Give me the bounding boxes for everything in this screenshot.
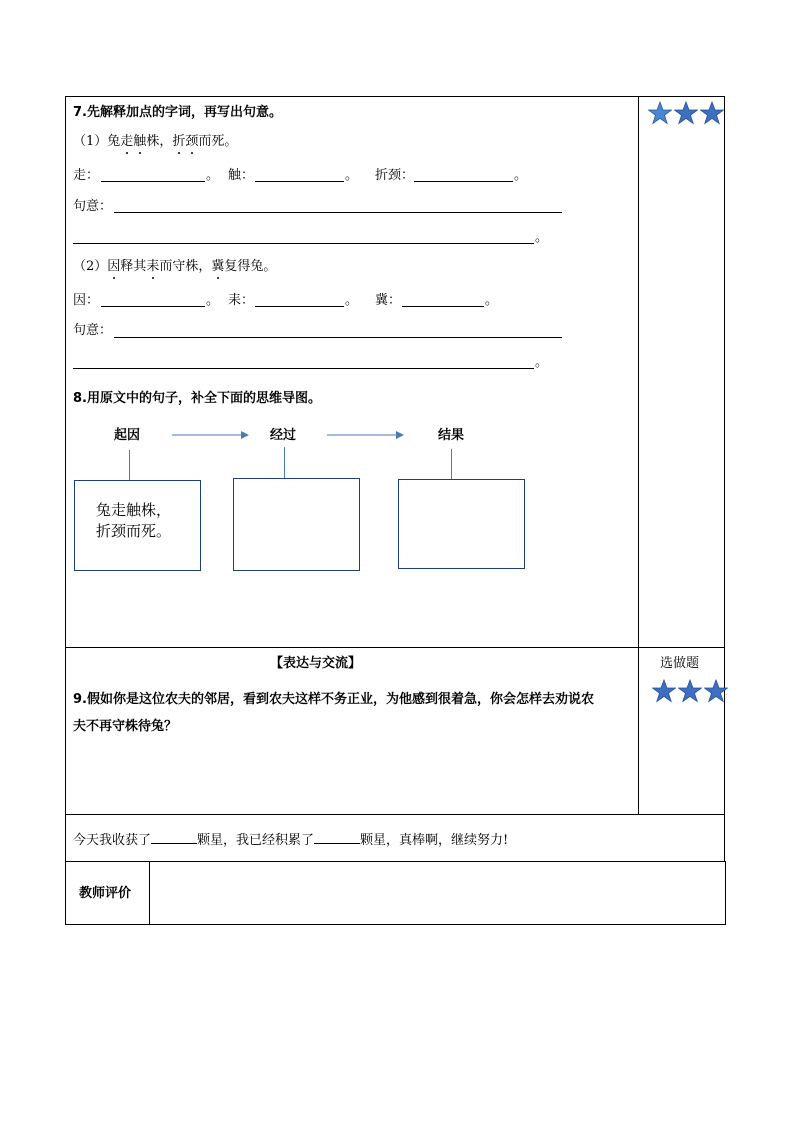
node-result: 结果 <box>438 428 465 443</box>
q7-sentence-1: （1）兔走触株，折颈而死。 <box>73 134 238 149</box>
label-lei: 耒： <box>228 293 255 308</box>
q9-line-2: 夫不再守株待兔？ <box>73 719 178 734</box>
q7-sentence-2: （2）因释其耒而守株，冀复得兔。 <box>73 259 277 274</box>
period: 。 <box>535 230 549 245</box>
optional-label: 选做题 <box>660 656 700 671</box>
blank-today-stars[interactable] <box>151 831 197 844</box>
label-yin: 因： <box>73 293 100 308</box>
teacher-eval-label: 教师评价 <box>79 886 132 901</box>
cause-text-2: 折颈而死。 <box>96 522 172 540</box>
period: 。 <box>206 293 220 308</box>
teacher-eval-field[interactable] <box>151 863 723 923</box>
star-icon <box>678 679 702 703</box>
label-ji: 冀： <box>375 293 402 308</box>
blank-total-stars[interactable] <box>314 831 360 844</box>
period: 。 <box>485 293 499 308</box>
period: 。 <box>514 168 528 183</box>
node-cause: 起因 <box>114 428 141 443</box>
label-chu: 触： <box>228 168 255 183</box>
period: 。 <box>535 355 549 370</box>
label-zou: 走： <box>73 168 100 183</box>
q8-title: 8.用原文中的句子，补全下面的思维导图。 <box>73 391 321 406</box>
cause-text-1: 兔走触株， <box>96 501 172 519</box>
star-icon <box>652 679 676 703</box>
cause-box <box>74 480 201 571</box>
period: 。 <box>345 293 359 308</box>
section-title: 【表达与交流】 <box>270 656 362 671</box>
summary-line: 今天我收获了 颗星，我已经积累了 颗星，真棒啊，继续努力! <box>73 833 509 848</box>
period: 。 <box>206 168 220 183</box>
result-box[interactable] <box>398 479 525 569</box>
meaning-label: 句意： <box>73 323 113 338</box>
node-process: 经过 <box>270 428 297 443</box>
period: 。 <box>345 168 359 183</box>
q9-line-1: 9.假如你是这位农夫的邻居，看到农夫这样不务正业，为他感到很着急，你会怎样去劝说农 <box>73 692 594 707</box>
label-zhejing: 折颈： <box>375 168 415 183</box>
q7-title: 7.先解释加点的字词，再写出句意。 <box>73 105 282 120</box>
star-icon <box>704 679 728 703</box>
star-rating-q9 <box>652 679 728 703</box>
meaning-label: 句意： <box>73 199 113 214</box>
process-box[interactable] <box>233 478 360 571</box>
